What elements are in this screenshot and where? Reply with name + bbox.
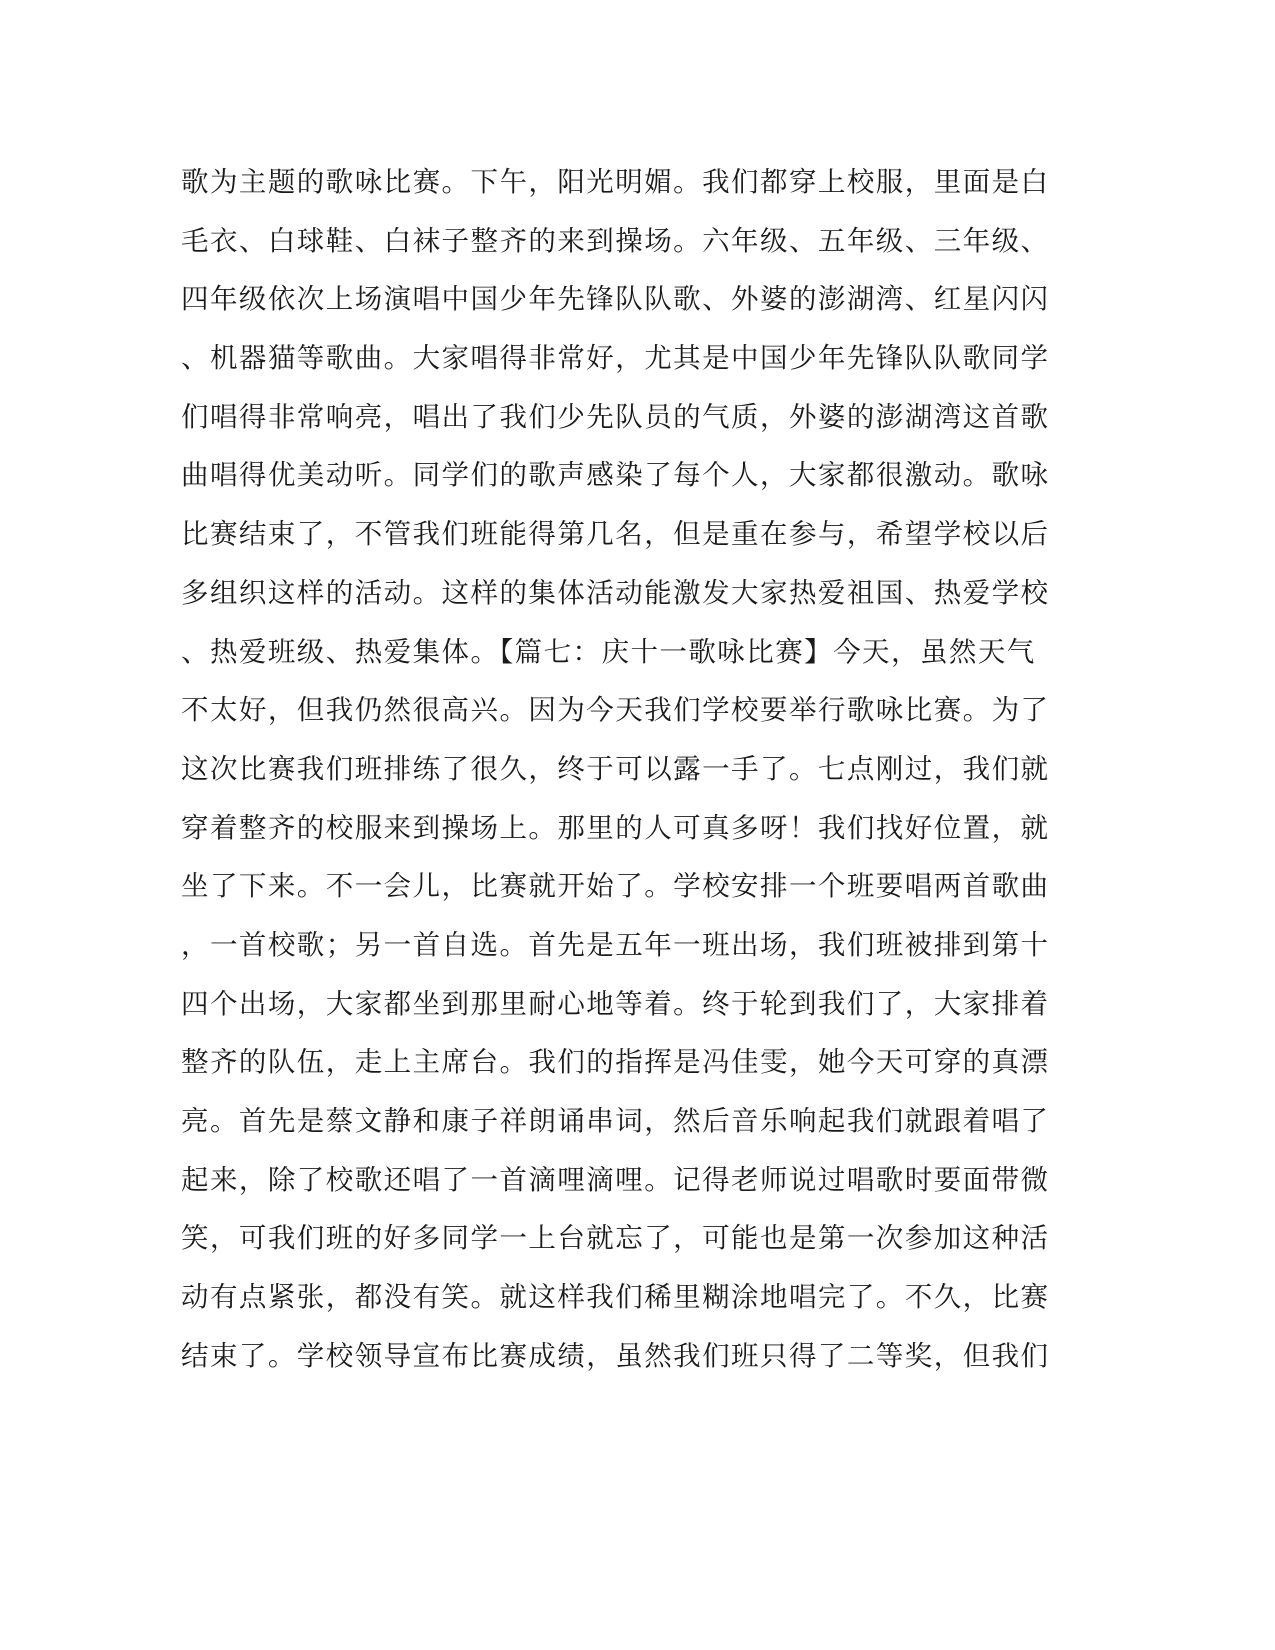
text-line: 毛衣、白球鞋、白袜子整齐的来到操场。六年级、五年级、三年级、 [181,224,1050,257]
text-line: 穿着整齐的校服来到操场上。那里的人可真多呀！我们找好位置，就 [181,811,1050,844]
text-line: 曲唱得优美动听。同学们的歌声感染了每个人，大家都很激动。歌咏 [181,459,1050,492]
body-text [181,153,1050,1385]
text-line: 四年级依次上场演唱中国少年先锋队队歌、外婆的澎湖湾、红星闪闪 [181,283,1050,316]
text-line: 笑，可我们班的好多同学一上台就忘了，可能也是第一次参加这种活 [181,1222,1050,1255]
text-line: 四个出场，大家都坐到那里耐心地等着。终于轮到我们了，大家排着 [181,987,1050,1020]
text-line: ，一首校歌；另一首自选。首先是五年一班出场，我们班被排到第十 [181,928,1050,961]
text-line: 结束了。学校领导宣布比赛成绩，虽然我们班只得了二等奖，但我们 [181,1339,1050,1372]
text-line: 歌为主题的歌咏比赛。下午，阳光明媚。我们都穿上校服，里面是白 [181,166,1050,198]
text-line: 、机器猫等歌曲。大家唱得非常好，尤其是中国少年先锋队队歌同学 [181,342,1050,375]
text-line: 整齐的队伍，走上主席台。我们的指挥是冯佳雯，她今天可穿的真漂 [181,1046,1050,1079]
text-line: 亮。首先是蔡文静和康子祥朗诵串词，然后音乐响起我们就跟着唱了 [181,1105,1050,1137]
text-line: 动有点紧张，都没有笑。就这样我们稀里糊涂地唱完了。不久，比赛 [181,1281,1050,1314]
text-line: 多组织这样的活动。这样的集体活动能激发大家热爱祖国、热爱学校 [181,576,1050,609]
text-line: 比赛结束了，不管我们班能得第几名，但是重在参与，希望学校以后 [181,518,1050,551]
text-line: 这次比赛我们班排练了很久，终于可以露一手了。七点刚过，我们就 [181,752,1050,785]
text-line: 起来，除了校歌还唱了一首滴哩滴哩。记得老师说过唱歌时要面带微 [181,1163,1050,1196]
text-line: 、热爱班级、热爱集体。【篇七：庆十一歌咏比赛】今天，虽然天气 [181,635,1036,668]
text-line: 坐了下来。不一会儿，比赛就开始了。学校安排一个班要唱两首歌曲 [181,870,1050,903]
text-line: 们唱得非常响亮，唱出了我们少先队员的气质，外婆的澎湖湾这首歌 [181,400,1050,433]
text-line: 不太好，但我仍然很高兴。因为今天我们学校要举行歌咏比赛。为了 [181,694,1050,727]
